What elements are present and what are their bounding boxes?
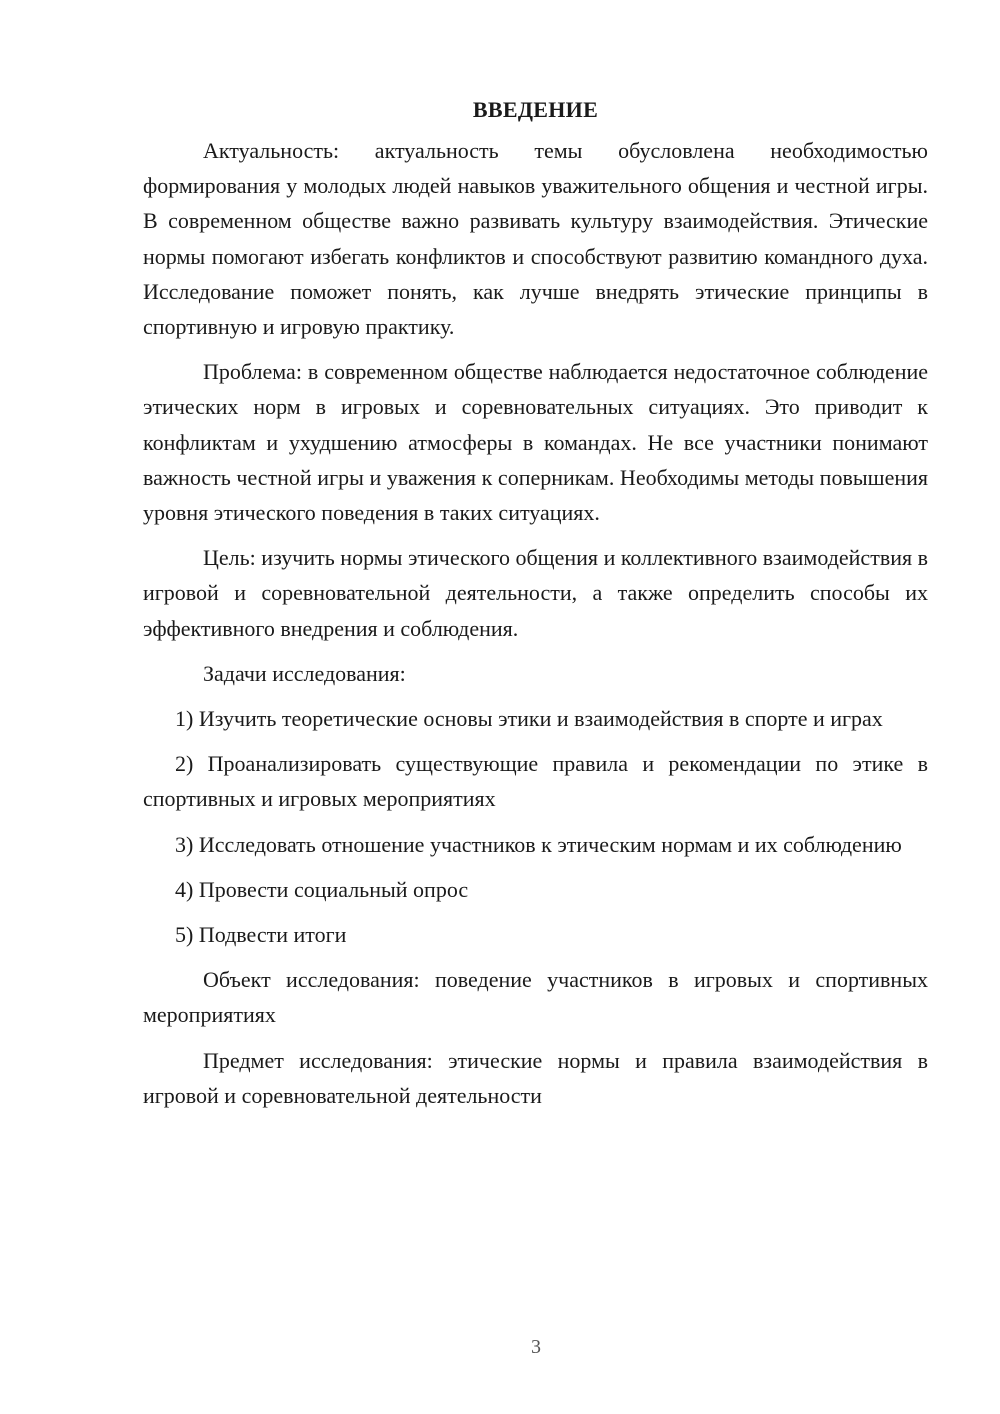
page-number: 3 [531, 1336, 541, 1358]
task-item-5: 5) Подвести итоги [175, 922, 347, 948]
paragraph-subject: Предмет исследования: этические нормы и правила взаимодействия в игровой и соревновательной деятельности [143, 1047, 928, 1108]
paragraph-problem: Проблема: в современном обществе наблюдается недостаточное соблюдение этических норм в игровых и соревновательных ситуациях. Это приводит к конфликтам и ухудшению атмосферы в командах. Не все участники понимают важность честной игры и уважения к соперникам. Необходимы методы повышения уровня этического поведения в таких ситуациях. [143, 359, 928, 526]
paragraph-object: Объект исследования: поведение участников в игровых и спортивных мероприятиях [143, 967, 928, 1028]
paragraph-goal: Цель: изучить нормы этического общения и коллективного взаимодействия в игровой и соревновательной деятельности, а также определить способы их эффективного внедрения и соблюдения. [143, 545, 928, 641]
document-body [143, 92, 928, 1113]
paragraph-relevance: Актуальность: актуальность темы обусловлена необходимостью формирования у молодых людей навыков уважительного общения и честной игры. В современном обществе важно развивать культуру взаимодействия. Этические нормы помогают избегать конфликтов и способствуют развитию командного духа. Исследование поможет понять, как лучше внедрять этические принципы в спортивную и игровую практику. [143, 138, 928, 340]
task-item-2: 2) Проанализировать существующие правила и рекомендации по этике в спортивных и игровых мероприятиях [143, 751, 928, 812]
task-item-1: 1) Изучить теоретические основы этики и взаимодействия в спорте и играх [175, 706, 883, 732]
section-heading: ВВЕДЕНИЕ [472, 97, 599, 122]
task-item-3: 3) Исследовать отношение участников к этическим нормам и их соблюдению [175, 831, 902, 857]
task-item-4: 4) Провести социальный опрос [175, 876, 469, 902]
tasks-intro: Задачи исследования: [203, 660, 406, 686]
